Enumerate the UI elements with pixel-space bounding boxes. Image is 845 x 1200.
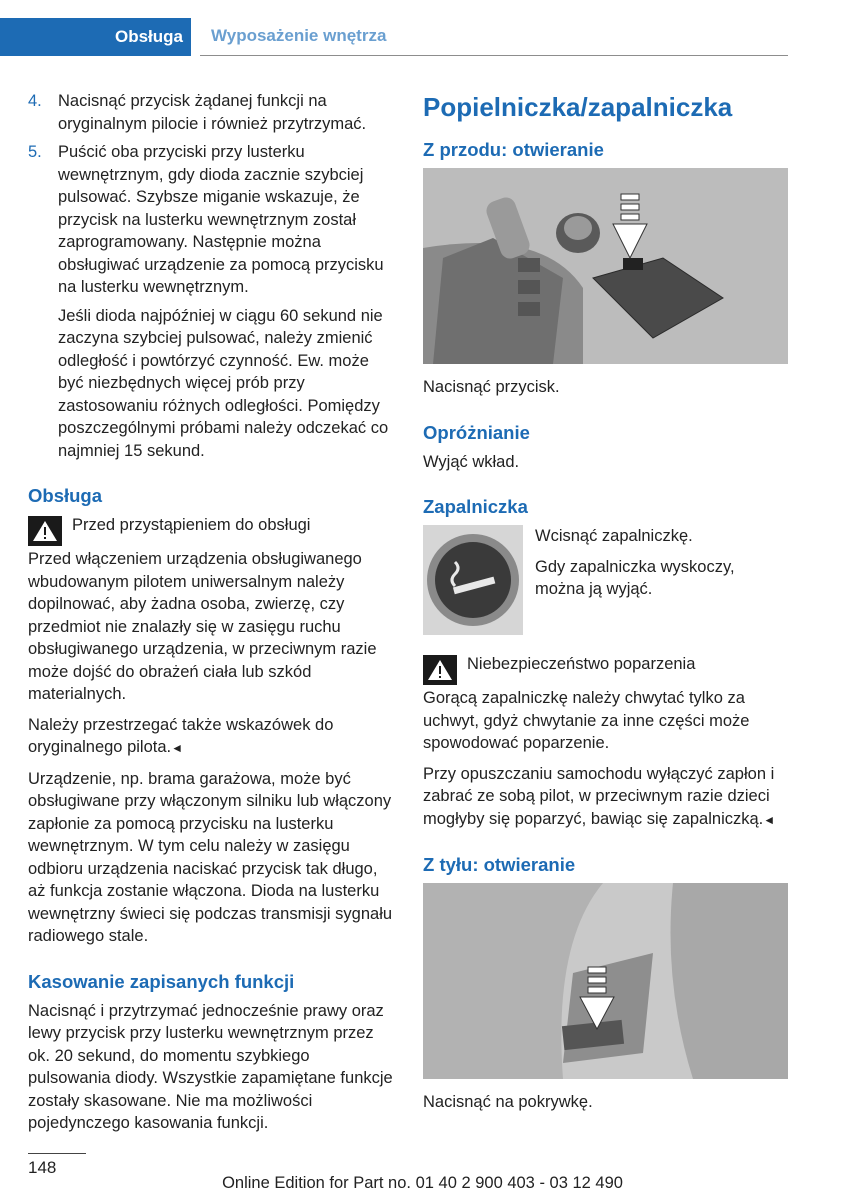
edition-note: Online Edition for Part no. 01 40 2 900 403 - 03 12 490: [222, 1174, 623, 1192]
rear-door-photo: [423, 883, 788, 1079]
step-number: 5.: [28, 143, 42, 161]
paragraph-text: Przy opuszczaniu samochodu wyłączyć zapłon i zabrać ze sobą pilot, w przeciwnym razie dzieci mogłyby się poparzyć, bawiąc się zapalniczką.: [423, 764, 775, 828]
oproznianie-text: Wyjąć wkład.: [423, 452, 520, 471]
chapter-label: Obsługa: [114, 27, 183, 46]
front-caption: Nacisnąć przycisk.: [423, 378, 560, 396]
kasowanie-heading: Kasowanie zapisanych funkcji: [28, 970, 295, 992]
page-number: 148: [28, 1158, 57, 1177]
list-item: [28, 141, 396, 299]
oproznianie-heading: Opróżnianie: [423, 421, 530, 443]
paragraph: Urządzenie, np. brama garażowa, może być obsługiwane przy włączonym silniku lub włączony zapłonie za pomocą przycisku na lusterku wewnętrznym. W tym celu należy w zasięgu odbioru urządzenia naciskać przycisk tak długo, aż funkcja zostanie włączona. Dioda na lusterku wewnętrzny świeci się podczas transmisji sygnału radiowego stale.: [28, 769, 393, 945]
rear-heading: Z tyłu: otwieranie: [423, 854, 576, 875]
warning-title: Niebezpieczeństwo poparzenia: [467, 655, 696, 673]
lighter-text: [535, 525, 788, 635]
front-heading: Z przodu: otwieranie: [423, 139, 604, 160]
chapter-tab: [0, 18, 191, 56]
warning-text: Gorącą zapalniczkę należy chwytać tylko za uchwyt, gdyż chwytanie za inne części może spowodować poparzenie.: [423, 689, 750, 752]
warning-block: [423, 653, 788, 685]
front-console-photo: [423, 168, 788, 364]
paragraph: Nacisnąć i przytrzymać jednocześnie prawy oraz lewy przycisk przy lusterku wewnętrznym przez ok. 20 sekund, do momentu szybkiego pulsowania diody. Wszystkie zapamiętane funkcje zostały skasowane. Nie ma możliwości pojedynczego kasowania funkcji.: [28, 1001, 393, 1132]
paragraph: Wcisnąć zapalniczkę.: [535, 527, 693, 545]
right-column: [423, 90, 788, 1122]
warning-icon: [423, 655, 457, 685]
warning-icon: [28, 516, 62, 546]
step-number: 4.: [28, 92, 42, 110]
lighter-row: [423, 525, 788, 635]
paragraph-text: Należy przestrzegać także wskazówek do oryginalnego pilota.: [28, 715, 334, 756]
rear-caption: Nacisnąć na pokrywkę.: [423, 1093, 593, 1111]
left-column: [28, 90, 396, 1143]
step-text: Nacisnąć przycisk żądanej funkcji na oryginalnym pilocie i również przytrzymać.: [58, 92, 367, 133]
zapalniczka-heading: Zapalniczka: [423, 496, 528, 517]
step-note: Jeśli dioda najpóźniej w ciągu 60 sekund nie zaczyna szybciej pulsować, należy zmienić odległość i powtórzyć czynność. Ew. może być niezbędnych więcej prób przy zastosowaniu różnych odległości. Pomiędzy poszczególnymi próbami należy odczekać co najmniej 15 sekund.: [58, 306, 389, 460]
warning-block: [28, 514, 396, 546]
cigarette-lighter-icon: [423, 525, 523, 635]
header-rule: [200, 55, 788, 56]
warning-text: Przed włączeniem urządzenia obsługiwanego wbudowanym pilotem uniwersalnym należy dopilnować, aby żadna osoba, zwierzę, czy przedmiot nie znalazły się w zasięgu ruchu obsługiwanego urządzenia, w przeciwnym razie może dojść do obrażeń ciała lub szkód materialnych.: [28, 550, 377, 703]
list-item: [28, 90, 396, 135]
end-mark: ◄: [171, 741, 183, 755]
page-title: Popielniczka/zapalniczka: [423, 92, 733, 122]
footer-rule: [28, 1153, 86, 1154]
step-text: Puścić oba przyciski przy lusterku wewnętrznym, gdy dioda zacznie szybciej pulsować. Szybsze miganie wskazuje, że przycisk na lusterku wewnętrznym został zaprogramowany. Następnie można obsługiwać urządzenie za pomocą przycisku na lusterku wewnętrznym.: [58, 143, 384, 296]
obsluga-heading: Obsługa: [28, 485, 103, 506]
paragraph: [423, 763, 788, 832]
paragraph: Gdy zapalniczka wyskoczy, można ją wyjąć.: [535, 557, 735, 598]
warning-title: Przed przystąpieniem do obsługi: [72, 516, 311, 534]
section-title: Wyposażenie wnętrza: [211, 26, 387, 45]
paragraph: [28, 714, 396, 760]
end-mark: ◄: [763, 812, 776, 827]
